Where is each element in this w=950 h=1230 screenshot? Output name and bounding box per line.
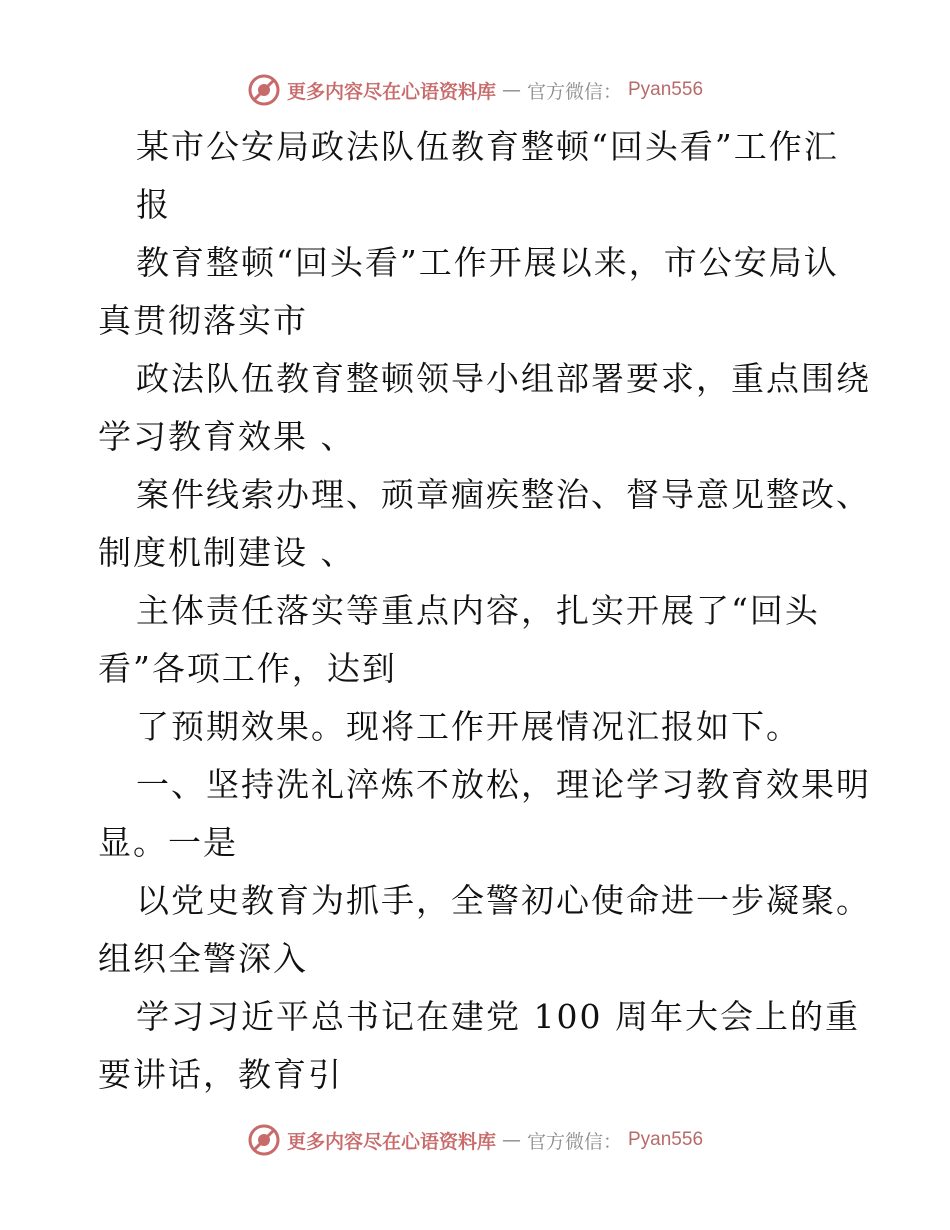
brand-logo-icon (247, 73, 281, 107)
paragraph-line: 学习习近平总书记在建党 100 周年大会上的重 (136, 997, 860, 1036)
paragraph-line: 真贯彻落实市 (98, 301, 308, 340)
footer-wechat-id: Pyan556 (628, 1129, 704, 1150)
header-watermark-banner (0, 70, 950, 110)
document-body (98, 118, 871, 1104)
footer-banner-text: 更多内容尽在心语资料库 (286, 1130, 496, 1153)
paragraph-line: 以党史教育为抓手，全警初心使命进一步凝聚。 (136, 881, 871, 920)
footer-banner-suffix: 官方微信： (526, 1130, 622, 1153)
paragraph-line: 制度机制建设 、 (98, 533, 356, 572)
paragraph-line: 学习教育效果 、 (98, 417, 356, 456)
paragraph-line: 政法队伍教育整顿领导小组部署要求，重点围绕 (136, 359, 871, 398)
paragraph-line: 了预期效果。现将工作开展情况汇报如下。 (136, 707, 801, 746)
paragraph-line: 看”各项工作，达到 (98, 649, 397, 688)
document-title-line-1: 某市公安局政法队伍教育整顿“回头看”工作汇 (136, 127, 839, 166)
paragraph-line: 案件线索办理、顽章痼疾整治、督导意见整改、 (136, 475, 871, 514)
footer-watermark-banner (0, 1120, 950, 1160)
header-banner-text: 更多内容尽在心语资料库 (286, 80, 496, 103)
footer-banner-dash: — (501, 1129, 521, 1151)
document-title-line-2: 报 (136, 185, 171, 224)
header-banner-suffix: 官方微信： (526, 80, 622, 103)
paragraph-line: 主体责任落实等重点内容，扎实开展了“回头 (136, 591, 820, 630)
brand-logo-icon (247, 1123, 281, 1157)
paragraph-line: 教育整顿“回头看”工作开展以来，市公安局认 (136, 243, 839, 282)
paragraph-line: 组织全警深入 (98, 939, 308, 978)
header-wechat-id: Pyan556 (628, 79, 704, 100)
section-heading-line: 一、坚持洗礼淬炼不放松，理论学习教育效果明 (136, 765, 871, 804)
paragraph-line: 要讲话，教育引 (98, 1055, 343, 1094)
header-banner-dash: — (501, 79, 521, 101)
section-heading-line: 显。一是 (98, 823, 238, 862)
